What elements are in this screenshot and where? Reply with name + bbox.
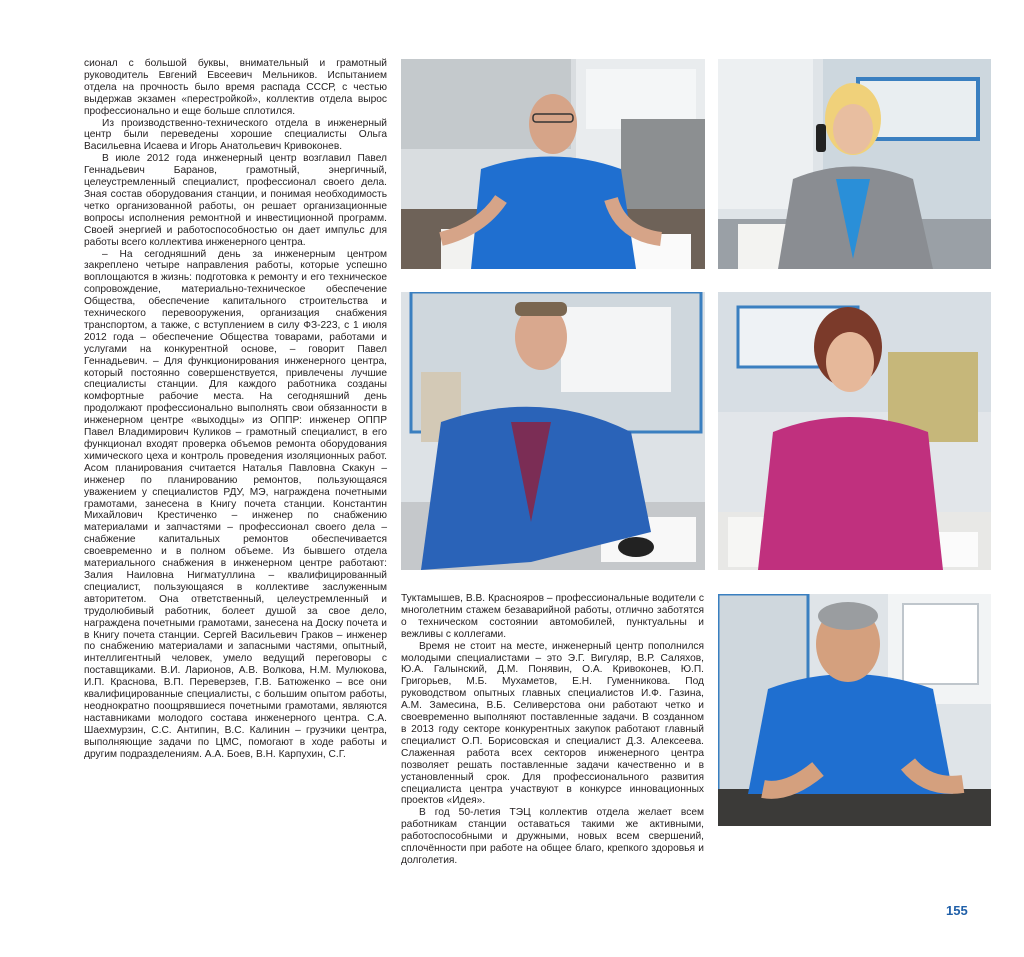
photo-grey-haired-man — [718, 594, 991, 826]
photo-woman-pink-blouse — [718, 292, 991, 570]
photo-man-work-jacket — [401, 292, 705, 570]
photo-man-blue-shirt — [401, 59, 705, 269]
right-text-column — [401, 593, 704, 867]
paragraph: В июле 2012 года инженерный центр возглавил Павел Геннадьевич Баранов, грамотный, энергичный, целеустремленный специалист, профессионал своего дела. Зная состав оборудования станции, и понимая необходимость четко организованной работы, он решает организационные вопросы исполнения ремонтной и инвестиционной программ. Своей энергией и работоспособностью он дает импульс для работы всего коллектива инженерного центра. — [84, 153, 387, 248]
photo-woman-phone — [718, 59, 991, 269]
paragraph: В год 50-летия ТЭЦ коллектив отдела желает всем работникам станции оставаться такими же активными, работоспособными и дружными, новых всем свершений, сплочённости при работе на общее благо, крепкого здоровья и долголетия. — [401, 807, 704, 866]
page-number: 155 — [946, 903, 968, 918]
left-text-column — [84, 58, 387, 760]
paragraph: Туктамышев, В.В. Краснояров – профессиональные водители с многолетним стажем безаварийной работы, отлично заботятся о техническом состоянии автомобилей, пунктуальны и вежливы с коллегами. — [401, 593, 704, 640]
paragraph: – На сегодняшний день за инженерным центром закреплено четыре направления работы, которые успешно воплощаются в жизнь: подготовка к ремонту и его техническое сопровождение, материально-техническое обеспечение Общества, обеспечение капитального строительства и технического перевооружения, организация снабжения транспортом, а также, с вступлением в силу ФЗ-223, с 1 июля 2012 года – обеспечение Общества товарами, работами и услугами на конкурентной основе, – говорит Павел Геннадьевич. – Для функционирования инженерного центра, который постоянно совершенствуется, привлечены лучшие специалисты станции. Для каждого работника созданы комфортные рабочие места. На сегодняшний день продолжают профессионально выполнять свои обязанности в инженерном центре «выходцы» из ОППР: инженер ОППР Павел Владимирович Куликов – грамотный специалист, в его функционал входят проверка объемов ремонта оборудования химического цеха и контроль проведения изоляционных работ. Асом планирования считается Наталья Павловна Скакун – инженер по планированию ремонтов, пользующаяся уважением у специалистов РДУ, МЭ, награждена почетными грамотами, занесена в Книгу почета станции. Константин Михайлович Крестиченко – инженер по снабжению материалами и запчастями – профессионал своего дела – снабжение капитальных ремонтов обеспечивается своевременно и в полном объеме. Из бывшего отдела материального снабжения в инженерном центре работают: Залия Наиловна Нигматуллина – квалифицированный специалист, пользующаяся в коллективе заслуженным авторитетом. Она ответственный, целеустремленный и трудолюбивый работник, болеет душой за свое дело, награждена почетными грамотами, занесена на Доску почета и в Книгу почета станции. Сергей Васильевич Граков – инженер по снабжению материалами и запасными частями, опытный, интеллигентный человек, умело ведущий переговоры с поставщиками. В.И. Ларионов, А.В. Волкова, Н.М. Мулюкова, И.П. Краснова, В.П. Переверзев, Г.В. Батюженко – все они квалифицированные специалисты, с большим опытом работы, неоднократно поощрявшиеся почетными грамотами, являются наставниками молодого состава инженерного центра. С.А. Шаехмурзин, С.С. Антипин, В.С. Калинин – грузчики центра, выполняющие задачи по ЦМС, помогают в ходе работы и другим подразделениям. А.А. Боев, В.Н. Карпухин, С.Г. — [84, 248, 387, 760]
paragraph: Время не стоит на месте, инженерный центр пополнился молодыми специалистами – это Э.Г. Вигуляр, В.Р. Саляхов, Ю.А. Галынский, Д.М. Понявин, О.А. Кривоконев, Ю.П. Григорьев, М.Б. Мухаметов, Е.Н. Гуменникова. Под руководством опытных главных специалистов И.Ф. Газина, А.М. Замесина, В.Б. Селиверстова они работают четко и своевременно выполняют поставленные задачи. В созданном в 2013 году секторе конкурентных закупок работают главный специалист О.П. Борисовская и специалист Д.З. Алексеева. Слаженная работа всех секторов инженерного центра позволяет решать поставленные задачи качественно и в установленный срок. Для профессионального развития специалиста центра участвуют в конкурсе инновационных проектов «Идея». — [401, 640, 704, 807]
paragraph: Из производственно-технического отдела в инженерный центр были переведены хорошие специалисты Ольга Васильевна Исаева и Игорь Анатольевич Кривоконев. — [84, 117, 387, 153]
paragraph: сионал с большой буквы, внимательный и грамотный руководитель Евгений Евсеевич Мельников. Испытанием отдела на прочность было время распада СССР, с честью выдержав экзамен «перестройкой», коллектив отдела вырос профессионально и еще больше сплотился. — [84, 58, 387, 117]
